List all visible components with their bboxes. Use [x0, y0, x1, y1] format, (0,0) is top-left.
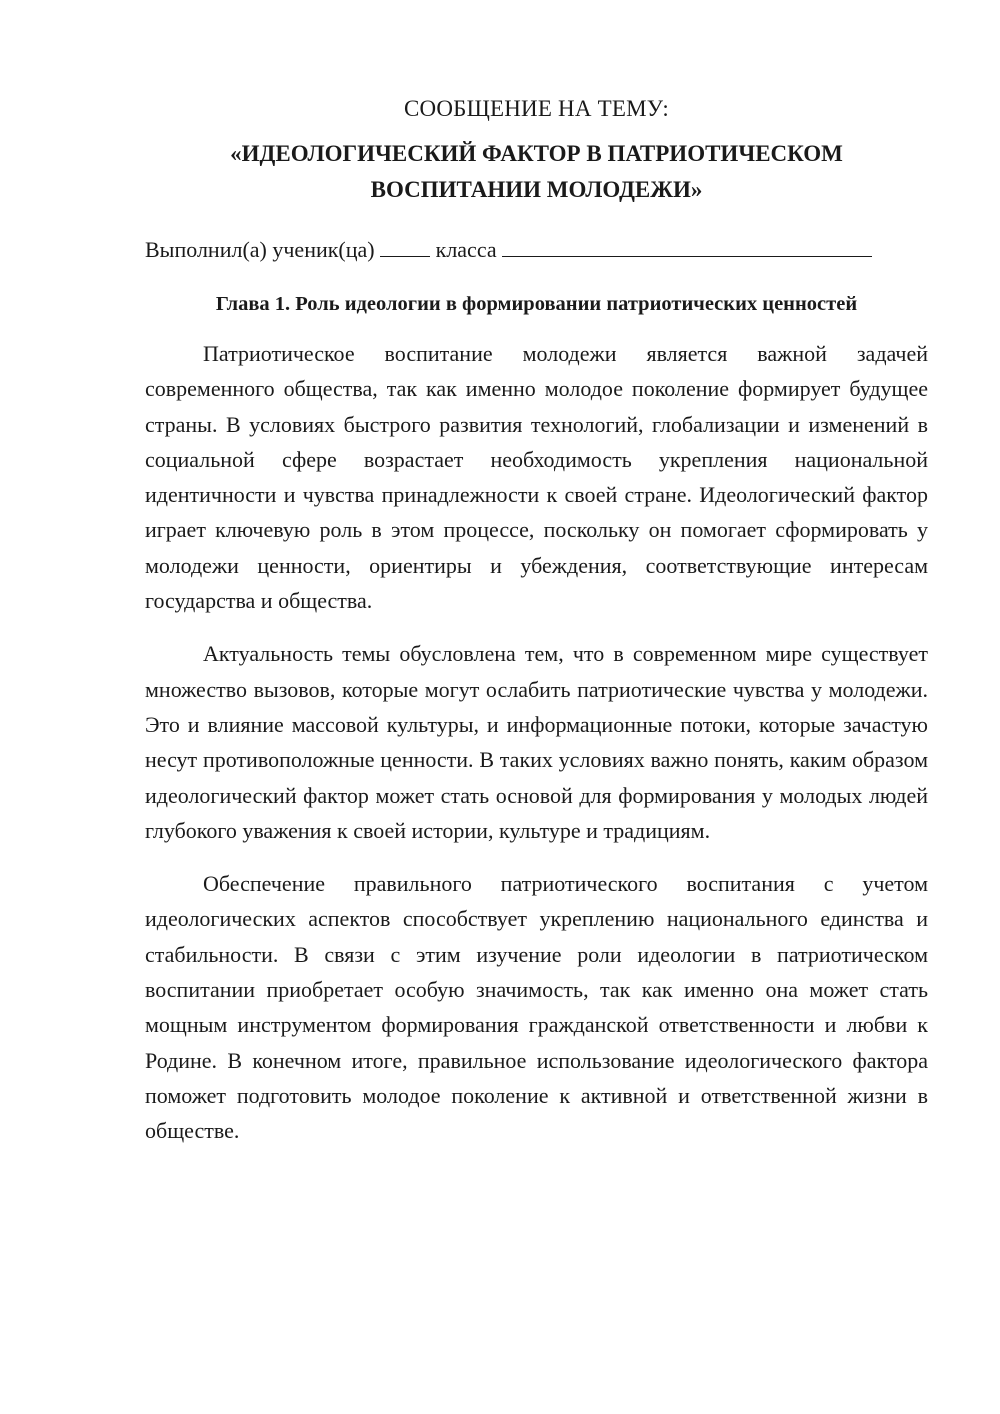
document-header: СООБЩЕНИЕ НА ТЕМУ: — [404, 96, 669, 121]
paragraph-1: Патриотическое воспитание молодежи является важной задачей современного общества, так как именно молодое поколение формирует будущее страны. В условиях быстрого развития технологий, глобализации и изменений в социальной сфере возрастает необходимость укрепления национальной идентичности и чувства принадлежности к своей стране. Идеологический фактор играет ключевую роль в этом процессе, поскольку он помогает сформировать у молодежи ценности, ориентиры и убеждения, соответствующие интересам государства и общества. — [145, 341, 928, 614]
chapter-heading: Глава 1. Роль идеологии в формировании патриотических ценностей — [215, 293, 858, 315]
paragraph-3: Обеспечение правильного патриотического воспитания с учетом идеологических аспектов способствует укреплению национального единства и стабильности. В связи с этим изучение роли идеологии в патриотическом воспитании приобретает особую значимость, так как именно она может стать мощным инструментом формирования гражданской ответственности и любви к Родине. В конечном итоге, правильное использование идеологического фактора поможет подготовить молодое поколение к активной и ответственной жизни в обществе. — [145, 871, 928, 1144]
document-page — [145, 92, 928, 1149]
title-line-1: «ИДЕОЛОГИЧЕСКИЙ ФАКТОР В ПАТРИОТИЧЕСКОМ — [230, 141, 843, 166]
document-title — [145, 136, 928, 208]
paragraph-2: Актуальность темы обусловлена тем, что в современном мире существует множество вызовов, которые могут ослабить патриотические чувства у молодежи. Это и влияние массовой культуры, и информационные потоки, которые зачастую несут противоположные ценности. В таких условиях важно понять, каким образом идеологический фактор может стать основой для формирования у молодых людей глубокого уважения к своей истории, культуре и традициям. — [145, 641, 928, 843]
title-line-2: ВОСПИТАНИИ МОЛОДЕЖИ» — [370, 177, 703, 202]
author-line — [145, 234, 928, 266]
author-label: Выполнил(а) ученик(ца) — [145, 237, 375, 262]
name-blank — [502, 236, 872, 257]
class-label: класса — [435, 237, 497, 262]
grade-blank — [380, 236, 430, 257]
